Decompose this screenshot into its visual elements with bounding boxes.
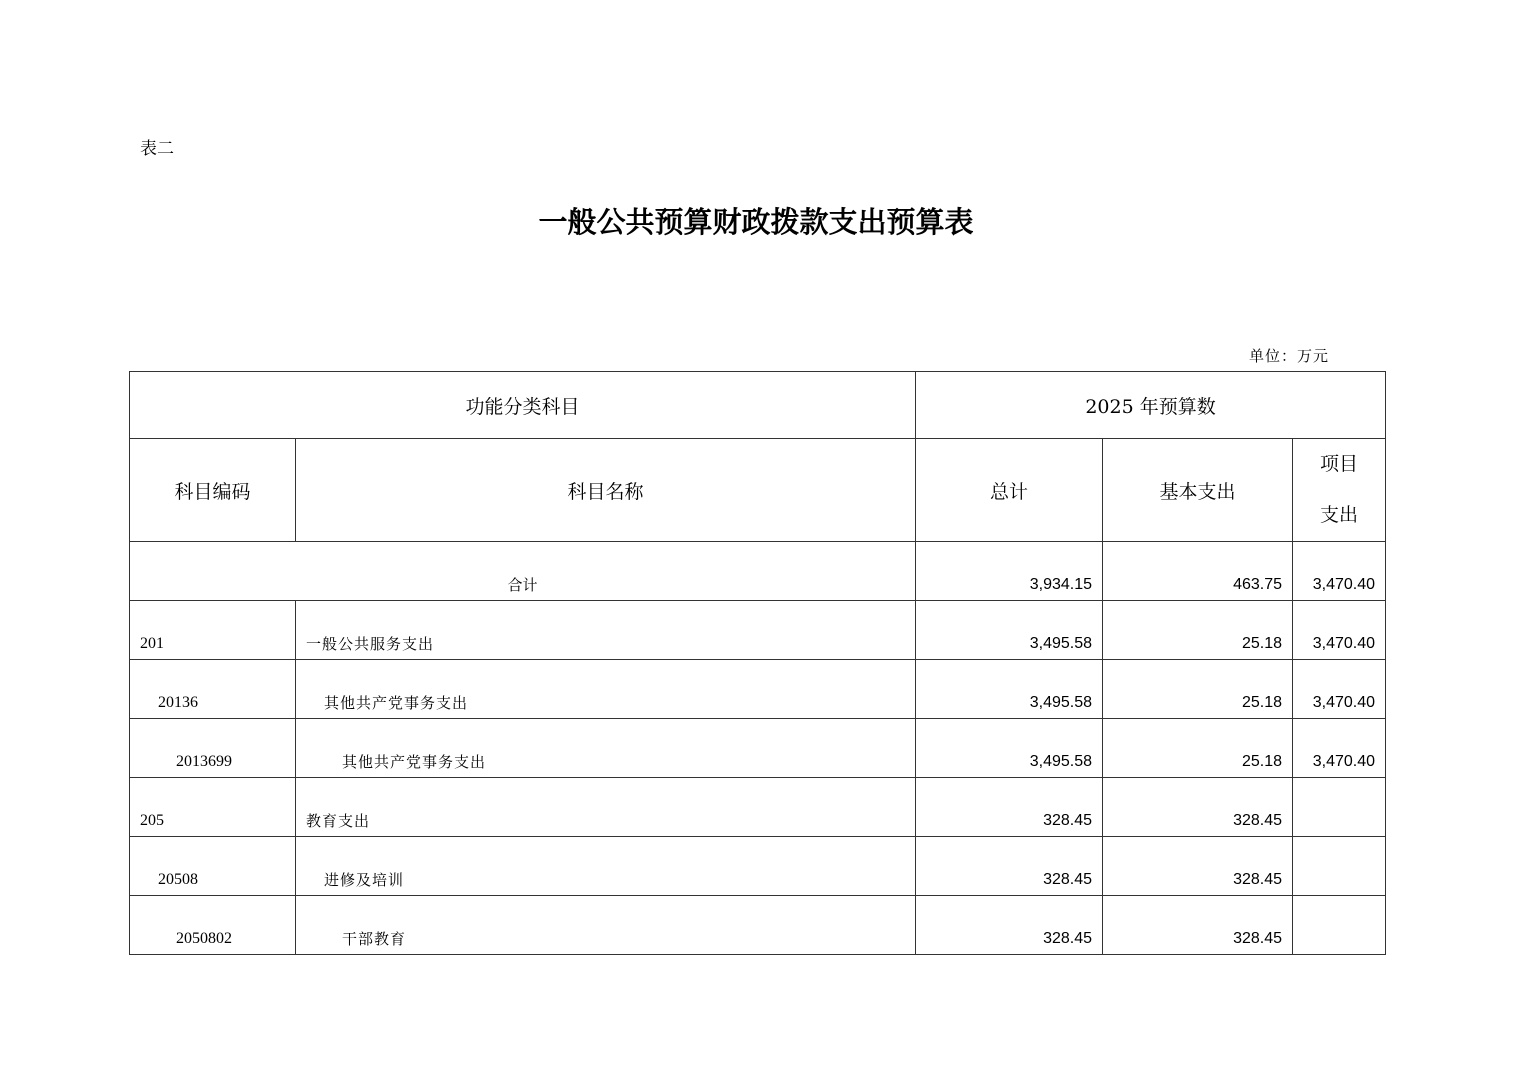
table-row bbox=[130, 660, 1386, 719]
row-name: 进修及培训 bbox=[296, 837, 916, 896]
row-name: 其他共产党事务支出 bbox=[296, 719, 916, 778]
table-row bbox=[130, 778, 1386, 837]
table-row bbox=[130, 601, 1386, 660]
row-code: 2050802 bbox=[130, 896, 296, 955]
header-code: 科目编码 bbox=[130, 439, 296, 542]
row-project: 3,470.40 bbox=[1293, 719, 1386, 778]
header-functional-classification: 功能分类科目 bbox=[130, 372, 916, 439]
row-name: 教育支出 bbox=[296, 778, 916, 837]
row-basic: 25.18 bbox=[1103, 601, 1293, 660]
header-basic: 基本支出 bbox=[1103, 439, 1293, 542]
row-project: 3,470.40 bbox=[1293, 601, 1386, 660]
unit-label: 单位：万元 bbox=[1249, 347, 1330, 365]
row-code: 201 bbox=[130, 601, 296, 660]
header-project-line1: 项目 bbox=[1320, 453, 1359, 475]
table-row bbox=[130, 896, 1386, 955]
row-basic: 328.45 bbox=[1103, 896, 1293, 955]
row-basic: 328.45 bbox=[1103, 837, 1293, 896]
total-sum: 3,934.15 bbox=[916, 542, 1103, 601]
row-project bbox=[1293, 778, 1386, 837]
row-code: 20508 bbox=[130, 837, 296, 896]
header-total: 总计 bbox=[916, 439, 1103, 542]
row-basic: 328.45 bbox=[1103, 778, 1293, 837]
row-project bbox=[1293, 837, 1386, 896]
total-label: 合计 bbox=[130, 542, 916, 601]
row-basic: 25.18 bbox=[1103, 660, 1293, 719]
row-project: 3,470.40 bbox=[1293, 660, 1386, 719]
row-project bbox=[1293, 896, 1386, 955]
row-name: 干部教育 bbox=[296, 896, 916, 955]
row-basic: 25.18 bbox=[1103, 719, 1293, 778]
table-row bbox=[130, 837, 1386, 896]
total-basic: 463.75 bbox=[1103, 542, 1293, 601]
header-project bbox=[1293, 439, 1386, 542]
document-title: 一般公共预算财政拨款支出预算表 bbox=[538, 205, 974, 239]
row-code: 2013699 bbox=[130, 719, 296, 778]
table-row bbox=[130, 719, 1386, 778]
row-total: 3,495.58 bbox=[916, 660, 1103, 719]
row-total: 3,495.58 bbox=[916, 719, 1103, 778]
row-total: 3,495.58 bbox=[916, 601, 1103, 660]
header-row-group bbox=[130, 372, 1386, 439]
row-name: 一般公共服务支出 bbox=[296, 601, 916, 660]
row-total: 328.45 bbox=[916, 837, 1103, 896]
table-number-label: 表二 bbox=[140, 139, 174, 159]
header-name: 科目名称 bbox=[296, 439, 916, 542]
header-row-columns bbox=[130, 439, 1386, 542]
header-budget-year: 2025 年预算数 bbox=[916, 372, 1386, 439]
row-code: 20136 bbox=[130, 660, 296, 719]
total-project: 3,470.40 bbox=[1293, 542, 1386, 601]
row-code: 205 bbox=[130, 778, 296, 837]
row-total: 328.45 bbox=[916, 896, 1103, 955]
total-row bbox=[130, 542, 1386, 601]
row-name: 其他共产党事务支出 bbox=[296, 660, 916, 719]
header-project-line2: 支出 bbox=[1320, 504, 1359, 526]
row-total: 328.45 bbox=[916, 778, 1103, 837]
budget-table bbox=[129, 371, 1386, 955]
